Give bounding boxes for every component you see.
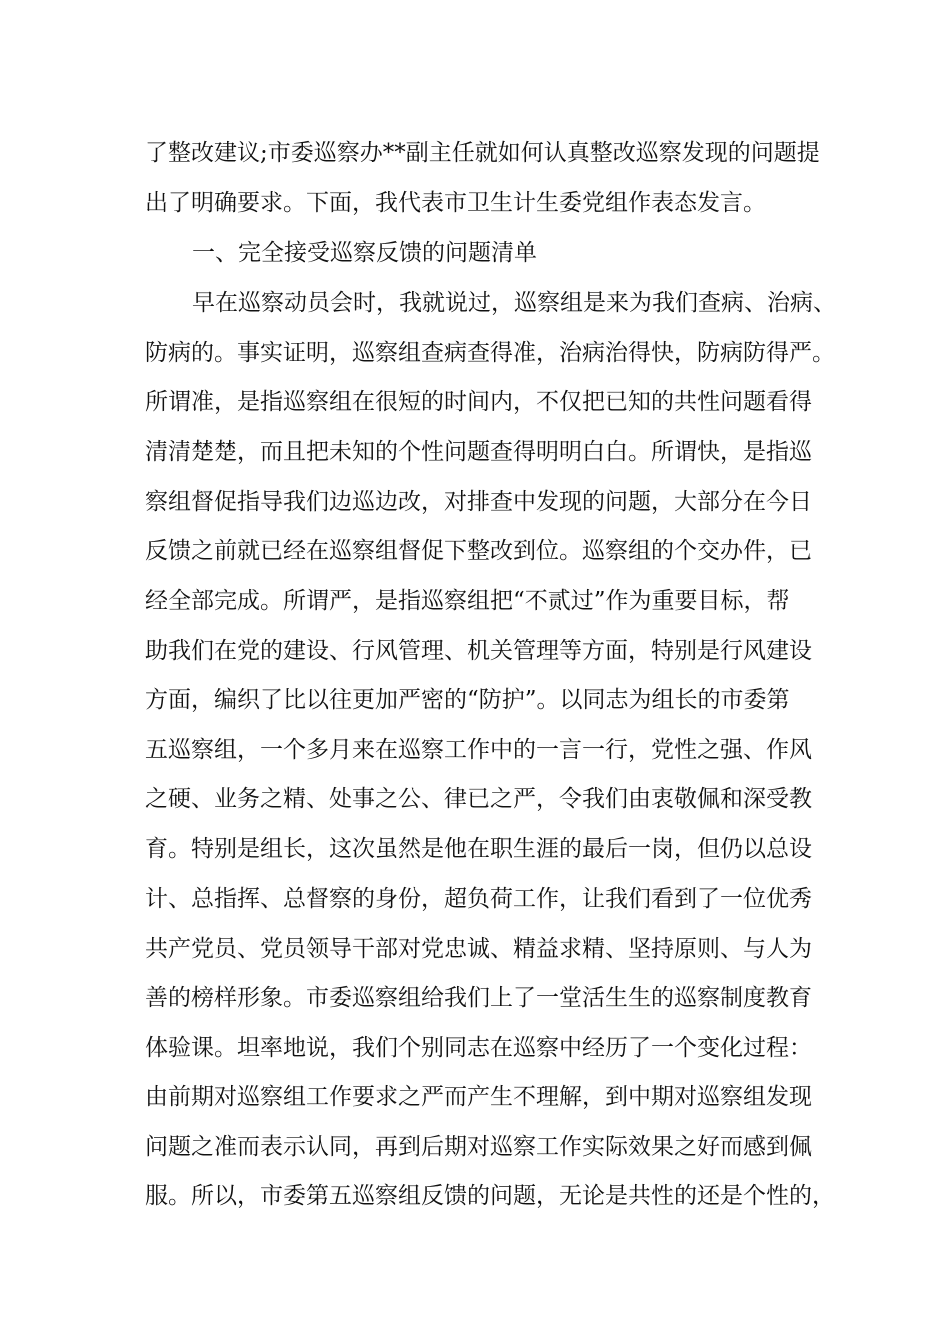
text-line: 清清楚楚，而且把未知的个性问题查得明明白白。所谓快，是指巡	[145, 439, 812, 465]
text-line: 服。所以，市委第五巡察组反馈的问题，无论是共性的还是个性的，	[145, 1183, 835, 1209]
text-line: 所谓准，是指巡察组在很短的时间内，不仅把已知的共性问题看得	[145, 389, 812, 415]
text-line: 防病的。事实证明，巡察组查病查得准，治病治得快，防病防得严。	[145, 340, 835, 366]
text-line: 问题之准而表示认同，再到后期对巡察工作实际效果之好而感到佩	[145, 1134, 812, 1160]
text-line: 育。特别是组长，这次虽然是他在职生涯的最后一岗，但仍以总设	[145, 836, 812, 862]
text-line: 体验课。坦率地说，我们个别同志在巡察中经历了一个变化过程：	[145, 1035, 812, 1061]
text-line: 计、总指挥、总督察的身份，超负荷工作，让我们看到了一位优秀	[145, 886, 812, 912]
text-line: 方面，编织了比以往更加严密的“防护”。以同志为组长的市委第	[145, 687, 790, 713]
text-line: 经全部完成。所谓严，是指巡察组把“不贰过”作为重要目标，帮	[145, 588, 790, 614]
text-line: 早在巡察动员会时，我就说过，巡察组是来为我们查病、治病、	[192, 290, 836, 316]
text-line: 察组督促指导我们边巡边改，对排查中发现的问题，大部分在今日	[145, 489, 812, 515]
text-line: 由前期对巡察组工作要求之严而产生不理解，到中期对巡察组发现	[145, 1084, 812, 1110]
section-heading: 一、完全接受巡察反馈的问题清单	[192, 240, 537, 266]
text-line: 了整改建议;市委巡察办**副主任就如何认真整改巡察发现的问题提	[145, 140, 820, 166]
text-line: 善的榜样形象。市委巡察组给我们上了一堂活生生的巡察制度教育	[145, 985, 812, 1011]
text-line: 助我们在党的建设、行风管理、机关管理等方面，特别是行风建设	[145, 638, 812, 664]
text-line: 五巡察组，一个多月来在巡察工作中的一言一行，党性之强、作风	[145, 737, 812, 763]
text-line: 共产党员、党员领导干部对党忠诚、精益求精、坚持原则、与人为	[145, 936, 812, 962]
text-line: 之硬、业务之精、处事之公、律已之严，令我们由衷敬佩和深受教	[145, 786, 812, 812]
text-line: 反馈之前就已经在巡察组督促下整改到位。巡察组的个交办件，已	[145, 538, 812, 564]
text-line: 出了明确要求。下面，我代表市卫生计生委党组作表态发言。	[145, 190, 766, 216]
